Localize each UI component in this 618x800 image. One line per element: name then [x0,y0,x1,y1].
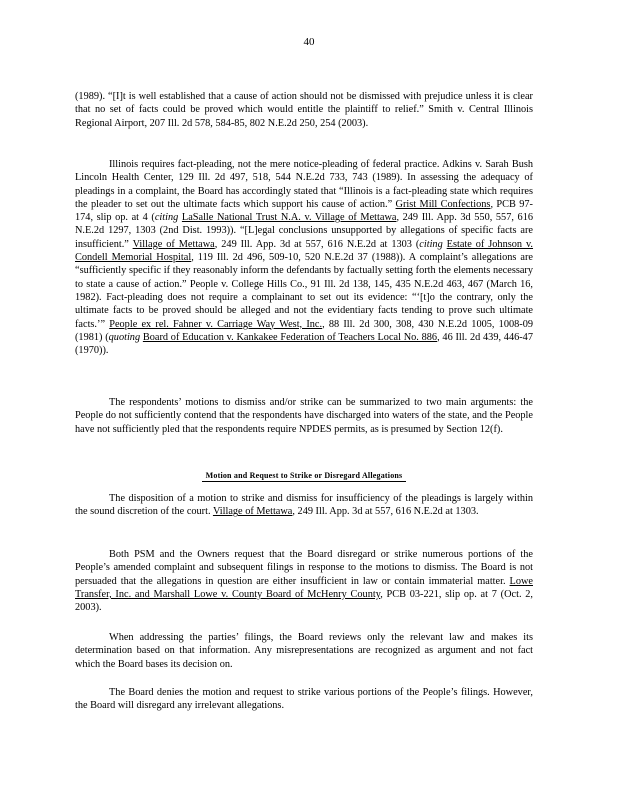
section-heading [75,469,533,482]
paragraph-5-text [75,548,533,614]
paragraph-4-text [75,492,533,519]
text-run: , 249 Ill. App. 3d at 557, 616 N.E.2d at 1303. [292,506,479,518]
text-run: , 249 Ill. App. 3d 550, 557, 616 N.E.2d 1297, 1303 (2nd Dist. 1993)). “[L]egal conclusions unsupported by allegations of specific facts are insufficient.” [75,212,533,250]
text-run: Both PSM and the Owners request that the Board disregard or strike numerous portions of the People’s amended complaint and subsequent filings in response to the motions to dismiss. The Board is not persuaded that the allegations in question are either insufficient in law or contain immaterial matter. [75,549,533,587]
paragraph-1 [75,90,533,130]
text-run: , 46 Ill. 2d 439, 446-47 (1970)). [75,331,533,357]
paragraph-6-text: When addressing the parties’ filings, the Board reviews only the relevant law and makes its determination based on that information. Any misrepresentations are recognized as argument and not fact which the Board bases its decision on. [75,632,533,670]
text-run: , 88 Ill. 2d 300, 308, 430 N.E.2d 1005, 1008-09 (1981) ( [75,318,533,343]
paragraph-7 [75,686,533,713]
case-citation: People ex rel. Fahner v. Carriage Way West, Inc. [109,318,323,330]
paragraph-3 [75,396,533,436]
text-run: The disposition of a motion to strike and dismiss for insufficiency of the pleadings is largely within the sound discretion of the court. [75,493,533,518]
case-citation: Village of Mettawa [132,238,215,250]
paragraph-2-text [75,158,533,357]
paragraph-7-text: The Board denies the motion and request to strike various portions of the People’s filings. However, the Board will disregard any irrelevant allegations. [75,687,533,712]
paragraph-5 [75,548,533,614]
case-citation: Grist Mill Confections [395,198,491,210]
text-run: , PCB 97-174, slip op. at 4 ( [75,198,533,224]
signal-word: citing [419,238,443,250]
text-run: , 119 Ill. 2d 496, 509-10, 520 N.E.2d 37 (1988)). A complaint’s allegations are “sufficiently specific if they reasonably inform the defendants by factually setting forth the elements necessary to state a cause of action.” People v. College Hills Co., 91 Ill. 2d 138, 145, 435 N.E.2d 463, 467 (March 16, 1982). Fact-pleading does not require a complainant to set out its evidence: “‘[t]o the contrary, only the ultimate facts to be proved should be alleged and not the evidentiary facts tending to prove such ultimate facts.’” [75,252,533,330]
case-citation: LaSalle National Trust N.A. v. Village of Mettawa [181,212,397,224]
signal-word: quoting [108,331,141,343]
paragraph-1-text: (1989). “[I]t is well established that a cause of action should not be dismissed with prejudice unless it is clear that no set of facts could be proved which would entitle the plaintiff to relief.” Smith v. Central Illinois Regional Airport, 207 Ill. 2d 578, 584-85, 802 N.E.2d 250, 254 (2003). [75,91,533,129]
paragraph-4 [75,492,533,519]
paragraph-6 [75,631,533,671]
case-citation: Village of Mettawa [212,506,293,518]
case-citation: Board of Education v. Kankakee Federation of Teachers Local No. 886 [142,331,438,343]
text-run: , 249 Ill. App. 3d at 557, 616 N.E.2d at 1303 ( [214,238,420,250]
signal-word: citing [154,212,179,224]
case-citation: Lowe Transfer, Inc. and Marshall Lowe v. County Board of McHenry County [75,575,533,600]
page-number: 40 [303,36,315,48]
paragraph-3-text: The respondents’ motions to dismiss and/or strike can be summarized to two main arguments: the People do not sufficiently contend that the respondents have discharged into waters of the state, and the People have not sufficiently pled that the respondents require NPDES permits, as is presumed by Section 12(f). [75,397,533,435]
text-run: , PCB 03-221, slip op. at 7 (Oct. 2, 2003). [75,588,534,614]
case-citation: Estate of Johnson v. Condell Memorial Hospital [75,238,534,264]
paragraph-2 [75,158,533,357]
text-run: Illinois requires fact-pleading, not the mere notice-pleading of federal practice. Adkins v. Sarah Bush Lincoln Health Center, 129 Ill. 2d 497, 518, 544 N.E.2d 733, 743 (1989). In assessing the adequacy of pleadings in a complaint, the Board has accordingly stated that “Illinois is a fact-pleading state which requires the pleader to set out the ultimate facts which support his cause of action.” [75,159,533,210]
section-heading-text: Motion and Request to Strike or Disregard Allegations [202,471,407,482]
